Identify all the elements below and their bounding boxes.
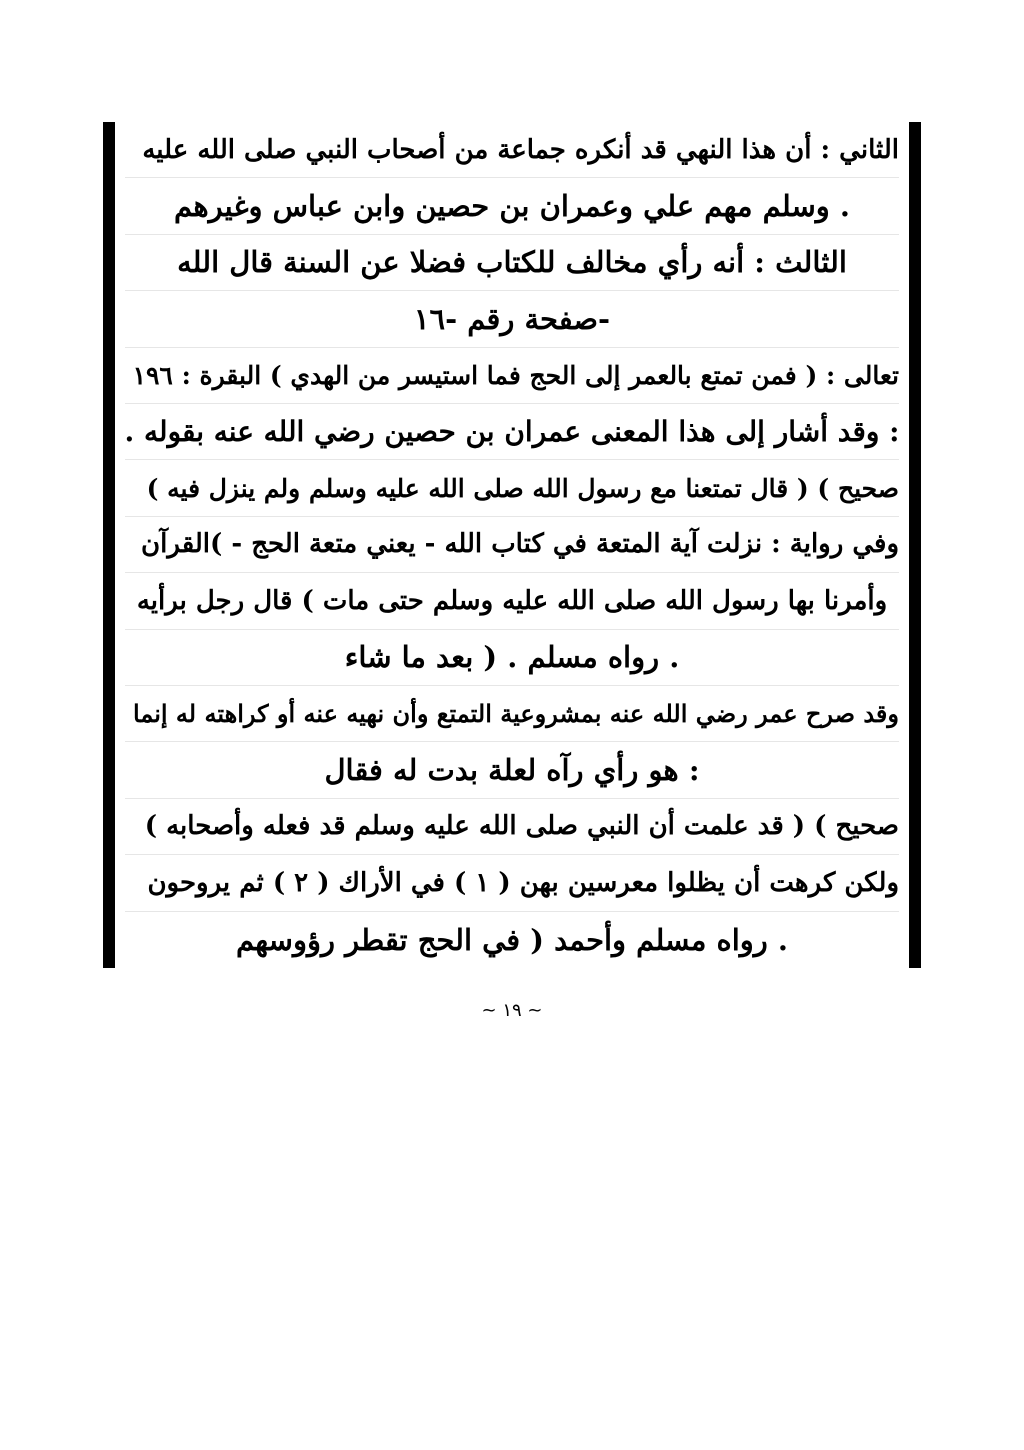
page-frame: [103, 122, 921, 968]
page-reference-line: -صفحة رقم -١٦: [125, 291, 899, 347]
text-line: وقد صرح عمر رضي الله عنه بمشروعية التمتع وأن نهيه عنه أو كراهته له إنما: [125, 686, 899, 742]
text-line: وأمرنا بها رسول الله صلى الله عليه وسلم حتى مات ) قال رجل برأيه: [125, 573, 899, 629]
text-line: : هو رأي رآه لعلة بدت له فقال: [125, 742, 899, 798]
text-line: وفي رواية : نزلت آية المتعة في كتاب الله - يعني متعة الحج - )القرآن: [125, 517, 899, 573]
text-line: . وسلم مهم علي وعمران بن حصين وابن عباس وغيرهم: [125, 178, 899, 234]
left-border-bar: [103, 122, 115, 968]
text-line: الثالث : أنه رأي مخالف للكتاب فضلا عن السنة قال الله: [125, 235, 899, 291]
text-body: [125, 122, 899, 968]
text-line: . رواه مسلم . ( بعد ما شاء: [125, 630, 899, 686]
right-border-bar: [909, 122, 921, 968]
text-line: : وقد أشار إلى هذا المعنى عمران بن حصين رضي الله عنه بقوله .: [125, 404, 899, 460]
text-line: صحيح ) ( قد علمت أن النبي صلى الله عليه وسلم قد فعله وأصحابه ): [125, 799, 899, 855]
text-line: الثاني : أن هذا النهي قد أنكره جماعة من أصحاب النبي صلى الله عليه: [125, 122, 899, 178]
text-line: صحيح ) ( قال تمتعنا مع رسول الله صلى الله عليه وسلم ولم ينزل فيه ): [125, 460, 899, 516]
text-line: ولكن كرهت أن يظلوا معرسين بهن ( ١ ) في الأراك ( ٢ ) ثم يروحون: [125, 855, 899, 911]
text-line: . رواه مسلم وأحمد ( في الحج تقطر رؤوسهم: [236, 922, 789, 957]
page-number: ~ ١٩ ~: [481, 1000, 543, 1021]
text-line: تعالى : ( فمن تمتع بالعمر إلى الحج فما استيسر من الهدي ) البقرة : ١٩٦: [125, 348, 899, 404]
